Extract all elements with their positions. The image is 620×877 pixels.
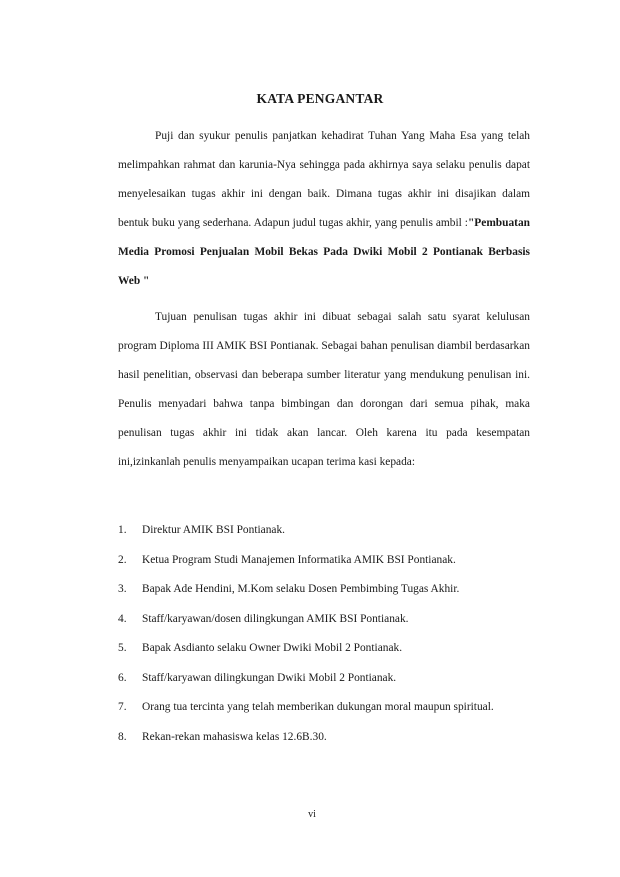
list-item-number: 4. xyxy=(118,612,127,625)
list-item xyxy=(118,693,538,723)
paragraph-purpose: Tujuan penulisan tugas akhir ini dibuat sebagai salah satu syarat kelulusan program Diploma III AMIK BSI Pontianak. Sebagai bahan penulisan diambil berdasarkan hasil penelitian, observasi dan beberapa sumber literatur yang mendukung penulisan ini. Penulis menyadari bahwa tanpa bimbingan dan dorongan dari semua pihak, maka penulisan tugas akhir ini tidak akan lancar. Oleh karena itu pada kesempatan ini,izinkanlah penulis menyampaikan ucapan terima kasi kepada: xyxy=(118,311,530,468)
list-item-number: 2. xyxy=(118,553,127,566)
list-item xyxy=(118,664,538,694)
list-item-text: Direktur AMIK BSI Pontianak. xyxy=(142,524,286,536)
list-item xyxy=(118,575,538,605)
list-item xyxy=(118,634,538,664)
paragraph-intro-text: Puji dan syukur penulis panjatkan kehadirat Tuhan Yang Maha Esa yang telah melimpahkan rahmat dan karunia-Nya sehingga pada akhirnya saya selaku penulis dapat menyelesaikan tugas akhir ini dengan baik. Dimana tugas akhir ini disajikan dalam bentuk buku yang sederhana. Adapun judul tugas akhir, yang penulis ambil : xyxy=(118,130,530,229)
page-title: KATA PENGANTAR xyxy=(256,91,384,106)
list-item-number: 6. xyxy=(118,671,127,684)
list-item-text: Ketua Program Studi Manajemen Informatika AMIK BSI Pontianak. xyxy=(142,553,456,566)
thesis-title: "Pembuatan Media Promosi Penjualan Mobil Bekas Pada Dwiki Mobil 2 Pontianak Berbasis Web " xyxy=(118,217,530,287)
paragraph-intro xyxy=(118,122,530,296)
list-item xyxy=(118,605,538,635)
list-item-text: Staff/karyawan/dosen dilingkungan AMIK BSI Pontianak. xyxy=(142,612,409,625)
list-item-number: 5. xyxy=(118,642,127,654)
list-item xyxy=(118,516,538,546)
list-item xyxy=(118,546,538,576)
list-item-text: Staff/karyawan dilingkungan Dwiki Mobil 2 Pontianak. xyxy=(142,671,397,684)
list-item-text: Bapak Ade Hendini, M.Kom selaku Dosen Pembimbing Tugas Akhir. xyxy=(142,583,460,595)
list-item-number: 1. xyxy=(118,524,127,536)
page-number: vi xyxy=(308,809,316,820)
list-item xyxy=(118,723,538,753)
acknowledgement-list xyxy=(118,516,538,752)
list-item-number: 3. xyxy=(118,583,127,595)
list-item-number: 7. xyxy=(118,701,127,713)
list-item-text: Bapak Asdianto selaku Owner Dwiki Mobil 2 Pontianak. xyxy=(142,642,403,654)
list-item-number: 8. xyxy=(118,730,127,743)
body-text xyxy=(118,122,530,484)
list-item-text: Rekan-rekan mahasiswa kelas 12.6B.30. xyxy=(142,730,327,743)
list-item-text: Orang tua tercinta yang telah memberikan dukungan moral maupun spiritual. xyxy=(142,701,494,713)
